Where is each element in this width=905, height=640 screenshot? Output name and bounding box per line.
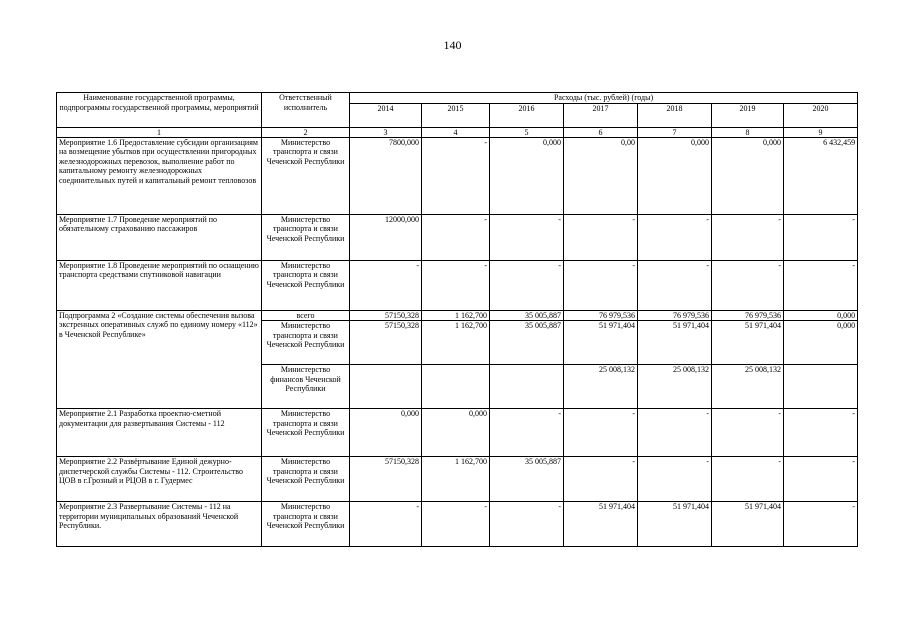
value-cell: - bbox=[422, 137, 490, 214]
value-cell: - bbox=[490, 409, 564, 457]
value-cell: 35 005,887 bbox=[490, 310, 564, 321]
column-number: 5 bbox=[490, 127, 564, 137]
responsible-cell: Министерство транспорта и связи Чеченской Республики bbox=[262, 321, 350, 365]
column-number: 6 bbox=[564, 127, 638, 137]
responsible-cell: Министерство финансов Чеченской Республики bbox=[262, 365, 350, 409]
value-cell: 76 979,536 bbox=[564, 310, 638, 321]
subprogram-row bbox=[57, 310, 858, 321]
value-cell bbox=[784, 365, 858, 409]
header-name: Наименование государственной программы, подпрограммы государственной программы, мероприятий bbox=[57, 93, 262, 128]
value-cell: - bbox=[564, 457, 638, 502]
activity-name: Мероприятие 1.6 Предоставление субсидии организациям на возмещение убытков при осуществлении пригородных железнодорожных перевозок, выполнение работ по капитальному ремонту железнодорожных соединительных путей и капитальный ремонт тепловозов bbox=[57, 137, 262, 214]
value-cell: - bbox=[490, 502, 564, 547]
activity-name: Мероприятие 2.1 Разработка проектно-сметной документации для развертывания Системы - 112 bbox=[57, 409, 262, 457]
value-cell: 6 432,459 bbox=[784, 137, 858, 214]
value-cell: 0,000 bbox=[350, 409, 422, 457]
value-cell: 35 005,887 bbox=[490, 321, 564, 365]
value-cell bbox=[350, 365, 422, 409]
column-number: 7 bbox=[638, 127, 712, 137]
responsible-cell: Министерство транспорта и связи Чеченской Республики bbox=[262, 502, 350, 547]
year-header: 2015 bbox=[422, 103, 490, 127]
value-cell: 0,000 bbox=[784, 321, 858, 365]
value-cell: - bbox=[490, 260, 564, 310]
value-cell: - bbox=[784, 502, 858, 547]
value-cell: 0,000 bbox=[490, 137, 564, 214]
value-cell: - bbox=[712, 260, 784, 310]
value-cell: 57150,328 bbox=[350, 457, 422, 502]
value-cell: 1 162,700 bbox=[422, 310, 490, 321]
year-header: 2017 bbox=[564, 103, 638, 127]
column-number: 9 bbox=[784, 127, 858, 137]
value-cell: 35 005,887 bbox=[490, 457, 564, 502]
value-cell: - bbox=[638, 214, 712, 260]
value-cell: 0,000 bbox=[422, 409, 490, 457]
value-cell bbox=[422, 365, 490, 409]
value-cell: 51 971,404 bbox=[712, 502, 784, 547]
value-cell: - bbox=[784, 457, 858, 502]
table-row bbox=[57, 409, 858, 457]
value-cell: 12000,000 bbox=[350, 214, 422, 260]
value-cell: - bbox=[350, 260, 422, 310]
subprogram-name: Подпрограмма 2 «Создание системы обеспечения вызова экстренных оперативных служб по единому номеру «112» в Чеченской Республике» bbox=[57, 310, 262, 409]
responsible-cell: Министерство транспорта и связи Чеченской Республики bbox=[262, 137, 350, 214]
value-cell bbox=[490, 365, 564, 409]
value-cell: - bbox=[564, 260, 638, 310]
value-cell: 51 971,404 bbox=[564, 321, 638, 365]
column-number: 4 bbox=[422, 127, 490, 137]
column-number: 1 bbox=[57, 127, 262, 137]
value-cell: 51 971,404 bbox=[638, 502, 712, 547]
responsible-cell: Министерство транспорта и связи Чеченской Республики bbox=[262, 457, 350, 502]
table-row bbox=[57, 137, 858, 214]
table-row bbox=[57, 260, 858, 310]
value-cell: - bbox=[422, 502, 490, 547]
value-cell: 51 971,404 bbox=[564, 502, 638, 547]
activity-name: Мероприятие 2.3 Развертывание Системы - 112 на территории муниципальных образований Чеченской Республики. bbox=[57, 502, 262, 547]
value-cell: 57150,328 bbox=[350, 321, 422, 365]
value-cell: 76 979,536 bbox=[712, 310, 784, 321]
header-row bbox=[57, 93, 858, 104]
value-cell: 51 971,404 bbox=[638, 321, 712, 365]
value-cell: 0,000 bbox=[712, 137, 784, 214]
responsible-cell: всего bbox=[262, 310, 350, 321]
activity-name: Мероприятие 1.8 Проведение мероприятий по оснащению транспорта средствами спутниковой навигации bbox=[57, 260, 262, 310]
value-cell: - bbox=[350, 502, 422, 547]
value-cell: 76 979,536 bbox=[638, 310, 712, 321]
year-header: 2016 bbox=[490, 103, 564, 127]
header-responsible: Ответственный исполнитель bbox=[262, 93, 350, 128]
responsible-cell: Министерство транспорта и связи Чеченской Республики bbox=[262, 409, 350, 457]
value-cell: - bbox=[564, 214, 638, 260]
table-row bbox=[57, 457, 858, 502]
value-cell: 0,000 bbox=[784, 310, 858, 321]
value-cell: - bbox=[422, 260, 490, 310]
value-cell: - bbox=[712, 457, 784, 502]
table-row bbox=[57, 502, 858, 547]
value-cell: - bbox=[638, 457, 712, 502]
value-cell: 51 971,404 bbox=[712, 321, 784, 365]
column-numbers-row bbox=[57, 127, 858, 137]
year-header: 2019 bbox=[712, 103, 784, 127]
value-cell: - bbox=[784, 409, 858, 457]
table-row bbox=[57, 214, 858, 260]
year-header: 2014 bbox=[350, 103, 422, 127]
responsible-cell: Министерство транспорта и связи Чеченской Республики bbox=[262, 260, 350, 310]
expenses-table bbox=[56, 92, 858, 547]
value-cell: 0,00 bbox=[564, 137, 638, 214]
value-cell: - bbox=[712, 214, 784, 260]
value-cell: 57150,328 bbox=[350, 310, 422, 321]
value-cell: - bbox=[712, 409, 784, 457]
column-number: 8 bbox=[712, 127, 784, 137]
column-number: 3 bbox=[350, 127, 422, 137]
activity-name: Мероприятие 2.2 Развёртывание Единой дежурно-диспетчерской службы Системы - 112. Строительство ЦОВ в г.Грозный и РЦОВ в г. Гудермес bbox=[57, 457, 262, 502]
value-cell: 25 008,132 bbox=[638, 365, 712, 409]
value-cell: - bbox=[564, 409, 638, 457]
header-expenses: Расходы (тыс. рублей) (годы) bbox=[350, 93, 858, 104]
value-cell: 1 162,700 bbox=[422, 457, 490, 502]
value-cell: 25 008,132 bbox=[712, 365, 784, 409]
value-cell: - bbox=[784, 214, 858, 260]
value-cell: 7800,000 bbox=[350, 137, 422, 214]
value-cell: - bbox=[422, 214, 490, 260]
year-header: 2018 bbox=[638, 103, 712, 127]
value-cell: 1 162,700 bbox=[422, 321, 490, 365]
activity-name: Мероприятие 1.7 Проведение мероприятий по обязательному страхованию пассажиров bbox=[57, 214, 262, 260]
page-number: 140 bbox=[443, 38, 462, 52]
year-header: 2020 bbox=[784, 103, 858, 127]
value-cell: - bbox=[638, 260, 712, 310]
value-cell: 0,000 bbox=[638, 137, 712, 214]
value-cell: 25 008,132 bbox=[564, 365, 638, 409]
value-cell: - bbox=[490, 214, 564, 260]
value-cell: - bbox=[638, 409, 712, 457]
value-cell: - bbox=[784, 260, 858, 310]
responsible-cell: Министерство транспорта и связи Чеченской Республики bbox=[262, 214, 350, 260]
column-number: 2 bbox=[262, 127, 350, 137]
